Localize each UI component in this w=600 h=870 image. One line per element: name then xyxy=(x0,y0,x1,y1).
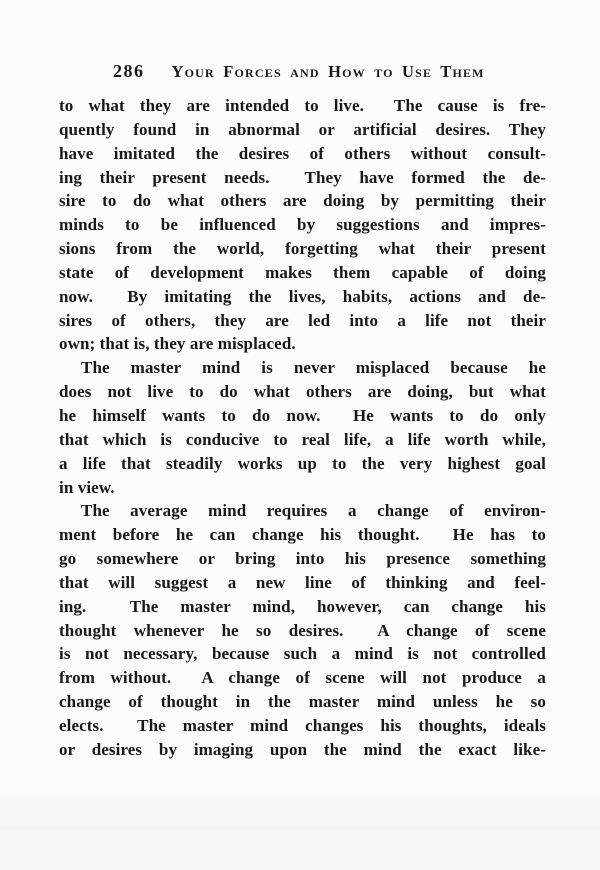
text-line: state of development makes them capable of doing xyxy=(59,262,546,282)
text-line: The average mind requires a change of environ- xyxy=(81,501,546,521)
text-line: The master mind is never misplaced because he xyxy=(81,358,546,378)
text-line: now. By imitating the lives, habits, actions and de- xyxy=(59,286,546,306)
text-line: is not necessary, because such a mind is not controlled xyxy=(59,644,546,664)
page-number: 286 xyxy=(113,61,145,81)
scan-shadow xyxy=(0,775,600,870)
text-line: that which is conducive to real life, a life worth while, xyxy=(59,429,546,449)
page-header xyxy=(113,61,543,82)
text-line: ing their present needs. They have formed the de- xyxy=(59,167,546,187)
text-line: ing. The master mind, however, can change his xyxy=(59,596,546,616)
text-line: ment before he can change his thought. He has to xyxy=(59,525,546,545)
text-line: sires of others, they are led into a life not their xyxy=(59,310,546,330)
text-line: that will suggest a new line of thinking and feel- xyxy=(59,572,546,592)
text-line: sions from the world, forgetting what their present xyxy=(59,239,546,259)
text-line: own; that is, they are misplaced. xyxy=(59,334,296,354)
text-line: change of thought in the master mind unless he so xyxy=(59,692,546,712)
text-line: quently found in abnormal or artificial desires. They xyxy=(59,119,546,139)
text-line: minds to be influenced by suggestions and impres- xyxy=(59,215,546,235)
running-title: Your Forces and How to Use Them xyxy=(171,62,485,81)
text-line: sire to do what others are doing by permitting their xyxy=(59,191,546,211)
text-line: or desires by imaging upon the mind the exact like- xyxy=(59,739,546,759)
text-line: have imitated the desires of others without consult- xyxy=(59,143,546,163)
text-line: does not live to do what others are doing, but what xyxy=(59,382,546,402)
text-line: a life that steadily works up to the very highest goal xyxy=(59,453,546,473)
text-line: thought whenever he so desires. A change of scene xyxy=(59,620,546,640)
text-line: elects. The master mind changes his thoughts, ideals xyxy=(59,715,546,735)
text-line: from without. A change of scene will not produce a xyxy=(59,668,546,688)
text-line: he himself wants to do now. He wants to do only xyxy=(59,405,546,425)
text-line: in view. xyxy=(59,477,115,497)
text-line: to what they are intended to live. The cause is fre- xyxy=(59,96,546,115)
body-text xyxy=(59,94,546,762)
text-line: go somewhere or bring into his presence something xyxy=(59,549,546,569)
